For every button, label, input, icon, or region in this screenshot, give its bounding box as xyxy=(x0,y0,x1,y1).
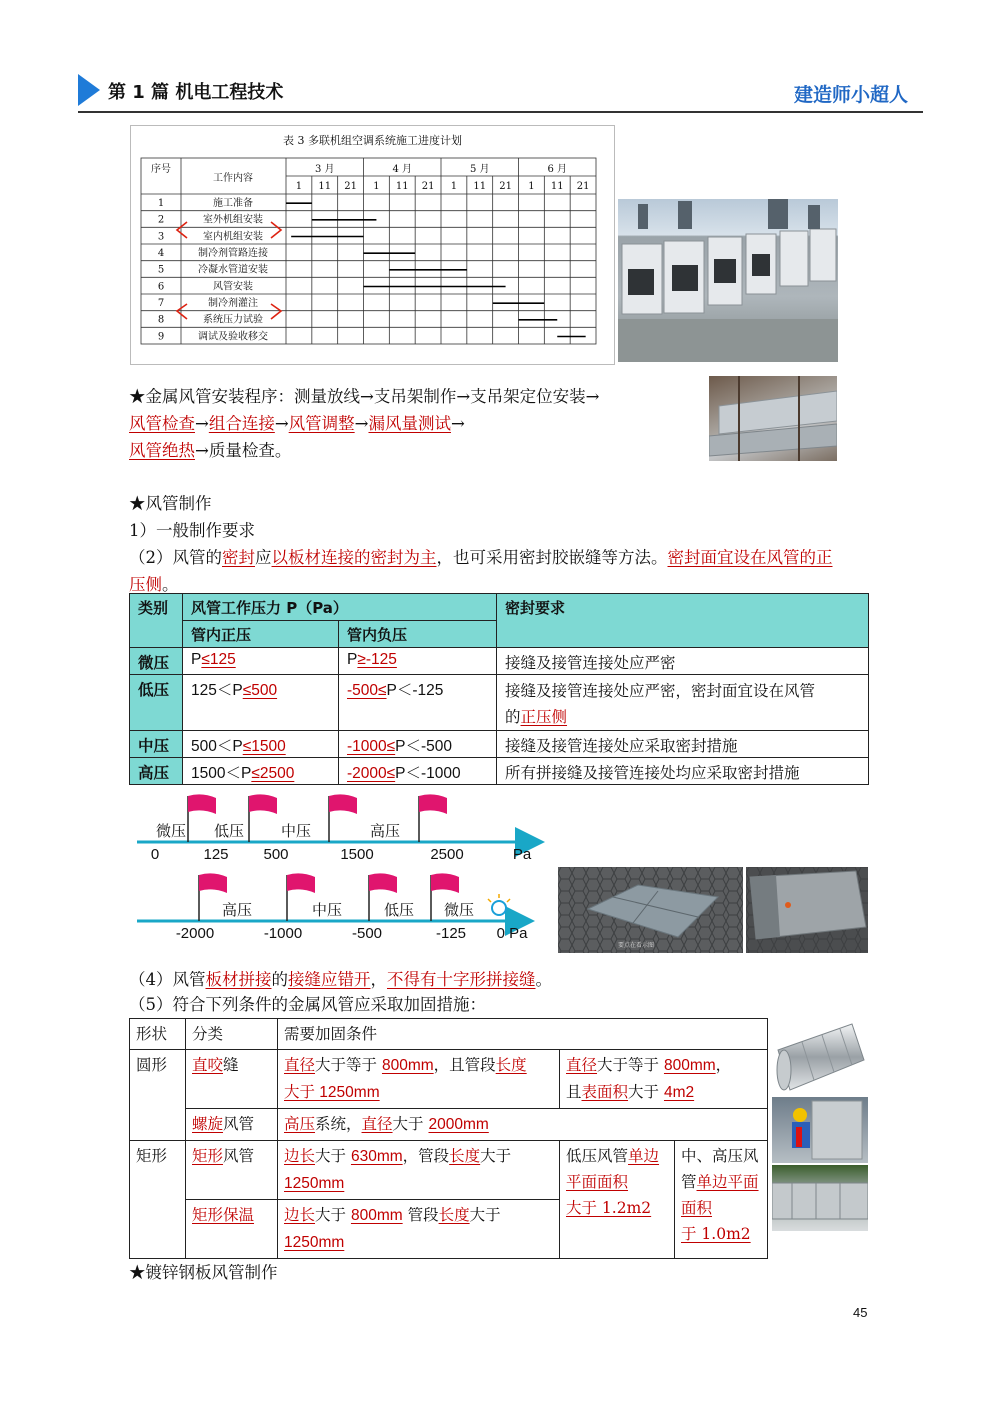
duct-install-photo xyxy=(709,376,837,461)
schedule-row-no: 6 xyxy=(157,281,165,293)
schedule-header-no: 序号 xyxy=(151,164,171,175)
seal-header-pos: 管内正压 xyxy=(183,621,339,648)
schedule-caption: 表 3 多联机组空调系统施工进度计划 xyxy=(283,134,462,147)
schedule-day: 21 xyxy=(499,181,512,192)
reinf-header-class: 分类 xyxy=(186,1019,278,1050)
table-row: 螺旋风管 高压系统，直径大于 2000mm xyxy=(130,1109,768,1141)
pressure-flag-label: 高压 xyxy=(369,822,401,840)
schedule-row-no: 3 xyxy=(157,231,165,243)
duct-section-photo xyxy=(746,867,868,953)
table-row: 低压 125＜P≤500 -500≤P＜-125 接缝及接管连接处应严密，密封面宜设在风管 的正压侧 xyxy=(130,675,869,731)
pressure-flag-label: 微压 xyxy=(155,822,187,840)
header-arrow-icon xyxy=(78,74,100,106)
pressure-flag xyxy=(370,794,447,842)
table-row: 矩形 矩形风管 边长大于 630mm，管段长度大于 1250mm 低压风管单边平面面积 大于 1.2m2 中、高压风管单边平面面积 于 1.0m2 xyxy=(130,1141,768,1200)
schedule-row-task: 室内机组安装 xyxy=(203,231,263,243)
reinf-header-shape: 形状 xyxy=(130,1019,186,1050)
schedule-day: 21 xyxy=(421,181,435,192)
tick-neg-500: -500 xyxy=(351,925,383,942)
pressure-flag-label: 中压 xyxy=(280,822,312,840)
schedule-day: 21 xyxy=(576,181,590,192)
chapter-title: 第 1 篇 机电工程技术 xyxy=(108,82,284,103)
pressure-flag xyxy=(369,873,414,921)
schedule-row-task: 调试及验收移交 xyxy=(198,331,268,343)
making-section: ★风管制作 1）一般制作要求 （2）风管的密封应以板材连接的密封为主，也可采用密封胶嵌缝等方法。密封面宜设在风管的正 压侧。 xyxy=(129,490,874,598)
worker-photo xyxy=(772,1097,868,1163)
schedule-figure xyxy=(130,125,615,365)
galvanized-title: ★镀锌钢板风管制作 xyxy=(129,1263,278,1282)
schedule-day: 1 xyxy=(450,181,458,192)
pressure-flag xyxy=(281,794,357,842)
reinforcement-table xyxy=(129,1018,768,1259)
schedule-month: 6 月 xyxy=(547,164,568,175)
schedule-row-task: 风管安装 xyxy=(213,281,253,293)
tick-neg-0: 0 Pa xyxy=(496,925,528,942)
pressure-axis-diagram xyxy=(129,788,549,948)
tick-2500: 2500 xyxy=(430,846,464,863)
procedure-line3: 风管绝热→质量检查。 xyxy=(129,441,292,460)
large-duct-photo xyxy=(772,1165,868,1231)
schedule-header-work: 工作内容 xyxy=(213,173,253,184)
making-title: ★风管制作 xyxy=(129,494,212,513)
schedule-day: 1 xyxy=(373,181,380,192)
tick-neg-125: -125 xyxy=(435,925,467,942)
tick-unit: Pa xyxy=(512,846,532,863)
seal-header-cat: 类别 xyxy=(130,594,183,648)
pressure-flag-label: 高压 xyxy=(221,901,253,919)
schedule-row-no: 1 xyxy=(157,198,165,209)
schedule-row-no: 7 xyxy=(157,298,165,309)
tick-neg-1000: -1000 xyxy=(263,925,303,942)
reinf-header-cond: 需要加固条件 xyxy=(278,1019,768,1050)
lightbulb-icon xyxy=(488,894,510,915)
schedule-row-task: 施工准备 xyxy=(213,198,253,209)
pressure-flag xyxy=(156,794,216,842)
schedule-month: 4 月 xyxy=(392,164,413,175)
pressure-flag-label: 中压 xyxy=(311,901,343,919)
schedule-row-no: 4 xyxy=(157,248,165,259)
seal-requirement-table xyxy=(129,593,869,785)
schedule-row-no: 5 xyxy=(157,264,165,276)
tick-500: 500 xyxy=(263,846,289,863)
table-row: 微压 P≤125 P≥-125 接缝及接管连接处应严密 xyxy=(130,648,869,675)
procedure-paragraph xyxy=(129,383,689,464)
page-number: 45 xyxy=(853,1305,868,1320)
schedule-month: 3 月 xyxy=(314,164,335,175)
seal-header-req: 密封要求 xyxy=(497,594,869,648)
p5-line: （5）符合下列条件的金属风管应采取加固措施： xyxy=(129,995,486,1014)
rooftop-units-photo xyxy=(618,199,838,362)
table-row: 矩形保温 边长大于 800mm 管段长度大于 1250mm xyxy=(130,1200,768,1259)
header-divider xyxy=(78,111,923,113)
table-row: 高压 1500＜P≤2500 -2000≤P＜-1000 所有拼接缝及接管连接处均应采取密封措施 xyxy=(130,758,869,785)
procedure-line2: 风管检查→组合连接→风管调整→漏风量测试→ xyxy=(129,414,465,433)
schedule-day: 1 xyxy=(295,181,303,192)
table-row: 中压 500＜P≤1500 -1000≤P＜-500 接缝及接管连接处应采取密封措施 xyxy=(130,731,869,758)
tick-125: 125 xyxy=(203,846,229,863)
procedure-line1: ★金属风管安装程序：测量放线→支吊架制作→支吊架定位安装→ xyxy=(129,387,600,406)
tick-neg-2000: -2000 xyxy=(175,925,215,942)
tick-1500: 1500 xyxy=(340,846,374,863)
photo-caption: 要点在看示图 xyxy=(618,942,655,949)
schedule-month: 5 月 xyxy=(469,164,490,175)
schedule-row-no: 9 xyxy=(157,331,165,343)
pressure-flag-label: 低压 xyxy=(213,822,245,840)
schedule-day: 11 xyxy=(473,181,487,192)
spiral-duct-photo xyxy=(772,1020,868,1094)
pressure-flag xyxy=(214,794,277,842)
schedule-row-task: 室外机组安装 xyxy=(203,214,263,226)
schedule-row-no: 8 xyxy=(157,314,165,326)
seal-header-pressure: 风管工作压力 P（Pa） xyxy=(183,594,497,621)
schedule-row-task: 制冷剂管路连接 xyxy=(198,248,268,259)
making-sub1: 1）一般制作要求 xyxy=(129,521,255,540)
schedule-grid xyxy=(131,126,616,366)
schedule-day: 11 xyxy=(550,181,564,192)
pressure-flag xyxy=(287,873,342,921)
schedule-row-task: 制冷剂灌注 xyxy=(208,298,258,309)
schedule-row-task: 冷凝水管道安装 xyxy=(198,264,268,276)
pressure-flag xyxy=(199,873,252,921)
schedule-day: 11 xyxy=(395,181,409,192)
schedule-row-task: 系统压力试验 xyxy=(203,314,263,326)
pressure-flag-label: 低压 xyxy=(383,901,415,919)
schedule-row-no: 2 xyxy=(157,214,165,226)
seal-header-neg: 管内负压 xyxy=(339,621,497,648)
p4-line: （4）风管板材拼接的接缝应错开，不得有十字形拼接缝。 xyxy=(129,970,552,989)
table-row: 圆形 直咬缝 直径大于等于 800mm，且管段长度 大于 1250mm 直径大于等于 800mm， 且表面积大于 4m2 xyxy=(130,1050,768,1109)
schedule-day: 21 xyxy=(344,181,357,192)
tick-0: 0 xyxy=(150,846,160,863)
pressure-flag-label: 微压 xyxy=(443,901,475,919)
schedule-day: 1 xyxy=(528,181,535,192)
schedule-day: 11 xyxy=(318,181,332,192)
duct-panel-photo xyxy=(558,867,743,953)
pressure-flag xyxy=(431,873,474,921)
brand-name: 建造师小超人 xyxy=(793,84,908,106)
making-p2: （2）风管的密封应以板材连接的密封为主，也可采用密封胶嵌缝等方法。密封面宜设在风管的正 xyxy=(129,548,833,567)
